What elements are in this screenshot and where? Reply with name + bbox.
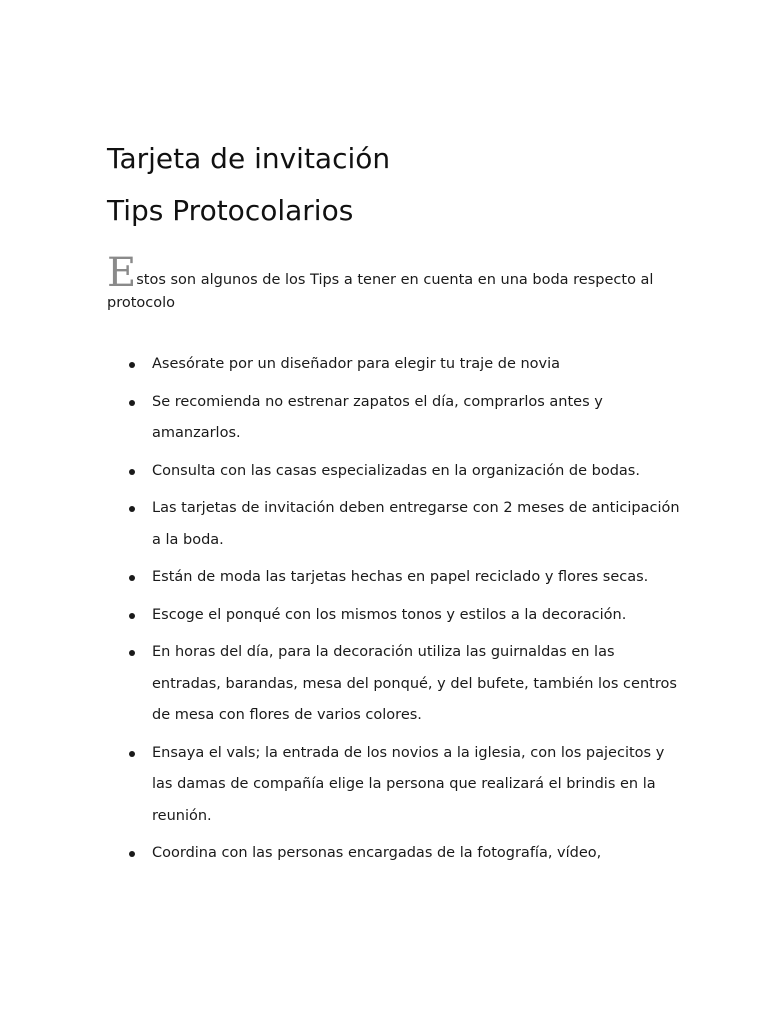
bullet-icon — [129, 613, 135, 619]
list-item — [107, 349, 687, 381]
list-item — [107, 637, 687, 732]
bullet-icon — [129, 851, 135, 857]
tip-text: Escoge el ponqué con los mismos tonos y estilos a la decoración. — [152, 606, 627, 623]
tip-text: Consulta con las casas especializadas en la organización de bodas. — [152, 462, 640, 479]
list-item — [107, 600, 687, 632]
list-item — [107, 738, 687, 833]
intro-paragraph — [107, 250, 667, 315]
bullet-icon — [129, 575, 135, 581]
document-subtitle: Tips Protocolarios — [107, 194, 354, 227]
intro-text: stos son algunos de los Tips a tener en cuenta en una boda respecto al protocolo — [107, 272, 654, 311]
bullet-icon — [129, 506, 135, 512]
tip-text: Ensaya el vals; la entrada de los novios a la iglesia, con los pajecitos y las damas de compañía elige la persona que realizará el brindis en la reunión. — [152, 744, 665, 824]
document-title: Tarjeta de invitación — [107, 142, 391, 175]
list-item — [107, 387, 687, 450]
bullet-icon — [129, 362, 135, 368]
tips-list — [107, 349, 687, 876]
tip-text: Están de moda las tarjetas hechas en papel reciclado y flores secas. — [152, 569, 649, 585]
bullet-icon — [129, 469, 135, 475]
list-item — [107, 456, 687, 488]
tip-text: Asesórate por un diseñador para elegir tu traje de novia — [152, 356, 561, 372]
tip-text: Se recomienda no estrenar zapatos el día, comprarlos antes y amanzarlos. — [152, 393, 603, 441]
bullet-icon — [129, 400, 135, 406]
tip-text: Las tarjetas de invitación deben entregarse con 2 meses de anticipación a la boda. — [152, 500, 680, 548]
list-item — [107, 493, 687, 556]
tip-text: Coordina con las personas encargadas de la fotografía, vídeo, — [152, 845, 602, 861]
bullet-icon — [129, 751, 135, 757]
drop-cap: E — [107, 250, 137, 296]
tip-text: En horas del día, para la decoración utiliza las guirnaldas en las entradas, barandas, mesa del ponqué, y del bufete, también los centros de mesa con flores de varios colores. — [152, 644, 677, 723]
list-item — [107, 562, 687, 594]
list-item — [107, 838, 687, 870]
bullet-icon — [129, 650, 135, 656]
